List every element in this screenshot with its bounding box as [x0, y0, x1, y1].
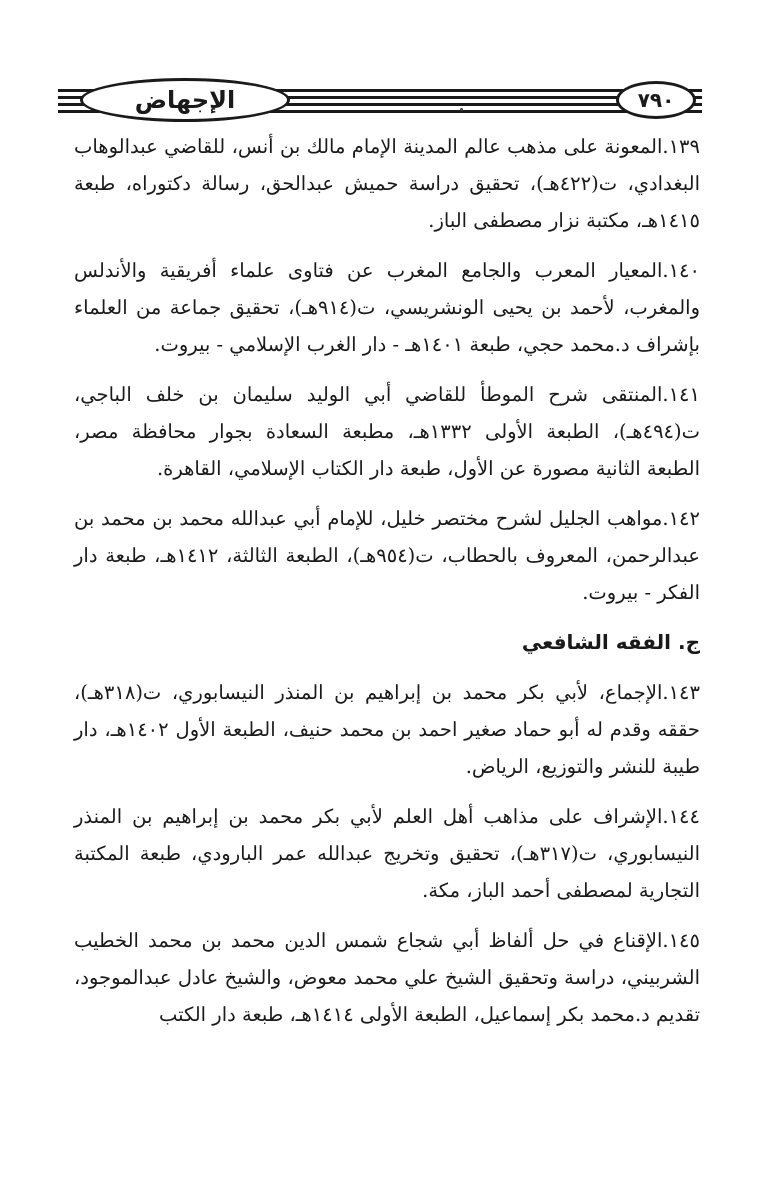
page-number: ٧٩٠	[637, 88, 675, 112]
entry-text: مواهب الجليل لشرح مختصر خليل، للإمام أبي عبدالله محمد بن محمد بن عبدالرحمن، المعروف بالحطاب، ت(٩٥٤هـ)، الطبعة الثالثة، ١٤١٢هـ، طبعة دار الفكر - بيروت.	[74, 507, 700, 604]
entry-text: الإشراف على مذاهب أهل العلم لأبي بكر محمد بن إبراهيم بن المنذر النيسابوري، ت(٣١٧هـ)، تحقيق وتخريج عبدالله عمر البارودي، طبعة المكتبة التجارية لمصطفى أحمد الباز، مكة.	[74, 805, 700, 902]
header-title: الإجهاض	[134, 86, 236, 114]
entry-number: ١٤٠.	[662, 259, 700, 282]
entry-number: ١٣٩.	[662, 135, 700, 158]
bibliography-entry	[74, 252, 700, 363]
entry-text: المعونة على مذهب عالم المدينة الإمام مالك بن أنس، للقاضي عبدالوهاب البغدادي، ت(٤٢٢هـ)، تحقيق دراسة حميش عبدالحق، رسالة دكتوراه، طبعة ١٤١٥هـ، مكتبة نزار مصطفى الباز.	[74, 135, 700, 232]
entry-text: المعيار المعرب والجامع المغرب عن فتاوى علماء أفريقية والأندلس والمغرب، لأحمد بن يحيى الونشريسي، ت(٩١٤هـ)، تحقيق جماعة من العلماء بإشراف د.محمد حجي، طبعة ١٤٠١هـ - دار الغرب الإسلامي - بيروت.	[74, 259, 700, 356]
entry-text: الإقناع في حل ألفاظ أبي شجاع شمس الدين محمد بن محمد الخطيب الشربيني، دراسة وتحقيق الشيخ علي محمد معوض، والشيخ عادل عبدالموجود، تقديم د.محمد بكر إسماعيل، الطبعة الأولى ١٤١٤هـ، طبعة دار الكتب	[74, 929, 700, 1026]
entry-number: ١٤٢.	[662, 507, 700, 530]
entry-text: المنتقى شرح الموطأ للقاضي أبي الوليد سليمان بن خلف الباجي، ت(٤٩٤هـ)، الطبعة الأولى ١٣٣٢هـ، مطبعة السعادة بجوار محافظة مصر، الطبعة الثانية مصورة عن الأول، طبعة دار الكتاب الإسلامي، القاهرة.	[74, 383, 700, 480]
bibliography-entry	[74, 674, 700, 785]
section-heading: ج. الفقه الشافعي	[521, 630, 700, 654]
bibliography-entry	[74, 500, 700, 611]
bibliography-list	[74, 128, 700, 1046]
bibliography-entry	[74, 798, 700, 909]
entry-text: الإجماع، لأبي بكر محمد بن إبراهيم بن المنذر النيسابوري، ت(٣١٨هـ)، حققه وقدم له أبو حماد صغير احمد بن محمد حنيف، الطبعة الأول ١٤٠٢هـ، دار طيبة للنشر والتوزيع، الرياض.	[74, 681, 700, 778]
print-dot	[460, 108, 463, 111]
header-title-frame	[80, 78, 290, 122]
entry-number: ١٤٤.	[662, 805, 700, 828]
entry-number: ١٤٥.	[662, 929, 700, 952]
page-number-frame	[616, 81, 696, 119]
bibliography-entry	[74, 376, 700, 487]
entry-number: ١٤١.	[662, 383, 700, 406]
bibliography-entry	[74, 128, 700, 239]
page-header	[58, 78, 702, 126]
entry-number: ١٤٣.	[662, 681, 700, 704]
bibliography-entry	[74, 922, 700, 1033]
